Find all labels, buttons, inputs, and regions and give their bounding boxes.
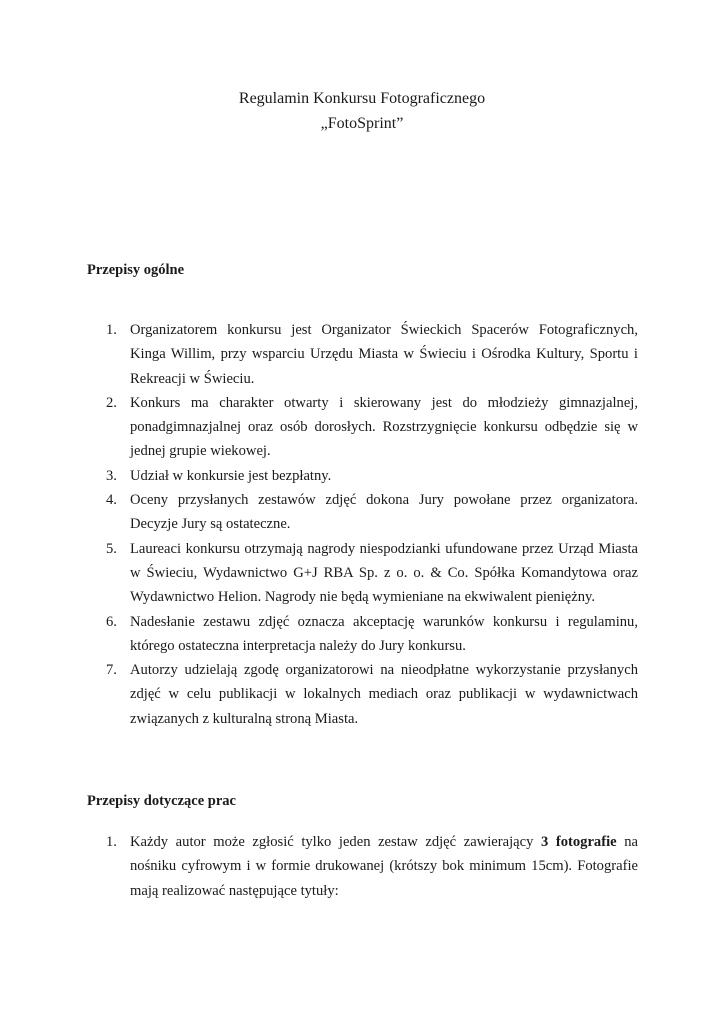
list-item	[87, 318, 638, 391]
list-item-text-start: Każdy autor może zgłosić tylko jeden zestaw zdjęć zawierający	[130, 834, 541, 850]
list-item-text: Nadesłanie zestawu zdjęć oznacza akceptację warunków konkursu i regulaminu, którego ostateczna interpretacja należy do Jury konkursu.	[130, 613, 638, 654]
general-rules-list	[87, 318, 638, 731]
list-item-number: 3.	[106, 467, 117, 484]
work-rules-list	[87, 830, 638, 903]
list-item-text: Organizatorem konkursu jest Organizator Świeckich Spacerów Fotograficznych, Kinga Willim, przy wsparciu Urzędu Miasta w Świeciu i Ośrodka Kultury, Sportu i Rekreacji w Świeciu.	[130, 322, 638, 387]
list-item-text: Autorzy udzielają zgodę organizatorowi na nieodpłatne wykorzystanie przysłanych zdjęć w celu publikacji w lokalnych mediach oraz publikacji w wydawnictwach związanych z kulturalną stroną Miasta.	[130, 662, 638, 727]
section-heading-works: Przepisy dotyczące prac	[87, 793, 236, 809]
list-item	[87, 464, 638, 488]
list-item-text-end: na nośniku cyfrowym i w formie drukowanej (krótszy bok minimum 15cm). Fotografie mają realizować następujące tytuły:	[130, 834, 638, 899]
list-item-text: Oceny przysłanych zestawów zdjęć dokona Jury powołane przez organizatora. Decyzje Jury są ostateczne.	[130, 492, 638, 533]
list-item-number: 7.	[106, 662, 117, 679]
list-item	[87, 391, 638, 464]
list-item-number: 4.	[106, 492, 117, 509]
list-item	[87, 488, 638, 537]
list-item-text-bold: 3 fotografie	[540, 834, 617, 850]
title-line-1: Regulamin Konkursu Fotograficznego	[238, 90, 486, 107]
list-item-number: 2.	[106, 394, 117, 411]
section-heading-general: Przepisy ogólne	[87, 262, 185, 278]
title-line-2: „FotoSprint”	[320, 115, 404, 132]
list-item	[87, 830, 638, 903]
list-item-text: Konkurs ma charakter otwarty i skierowany jest do młodzieży gimnazjalnej, ponadgimnazjalnej oraz osób dorosłych. Rozstrzygnięcie konkursu odbędzie się w jednej grupie wiekowej.	[130, 394, 638, 460]
list-item-text: Laureaci konkursu otrzymają nagrody niespodzianki ufundowane przez Urząd Miasta w Świeciu, Wydawnictwo G+J RBA Sp. z o. o. & Co. Spółka Komandytowa oraz Wydawnictwo Helion. Nagrody nie będą wymieniane na ekwiwalent pieniężny.	[130, 540, 638, 606]
list-item-number: 1.	[106, 322, 117, 338]
list-item	[87, 537, 638, 610]
document-title	[0, 86, 724, 136]
list-item-number: 5.	[106, 540, 117, 557]
list-item-number: 6.	[106, 613, 117, 630]
list-item	[87, 658, 638, 731]
list-item	[87, 610, 638, 659]
list-item-number: 1.	[106, 834, 117, 850]
list-item-text: Udział w konkursie jest bezpłatny.	[130, 467, 332, 484]
